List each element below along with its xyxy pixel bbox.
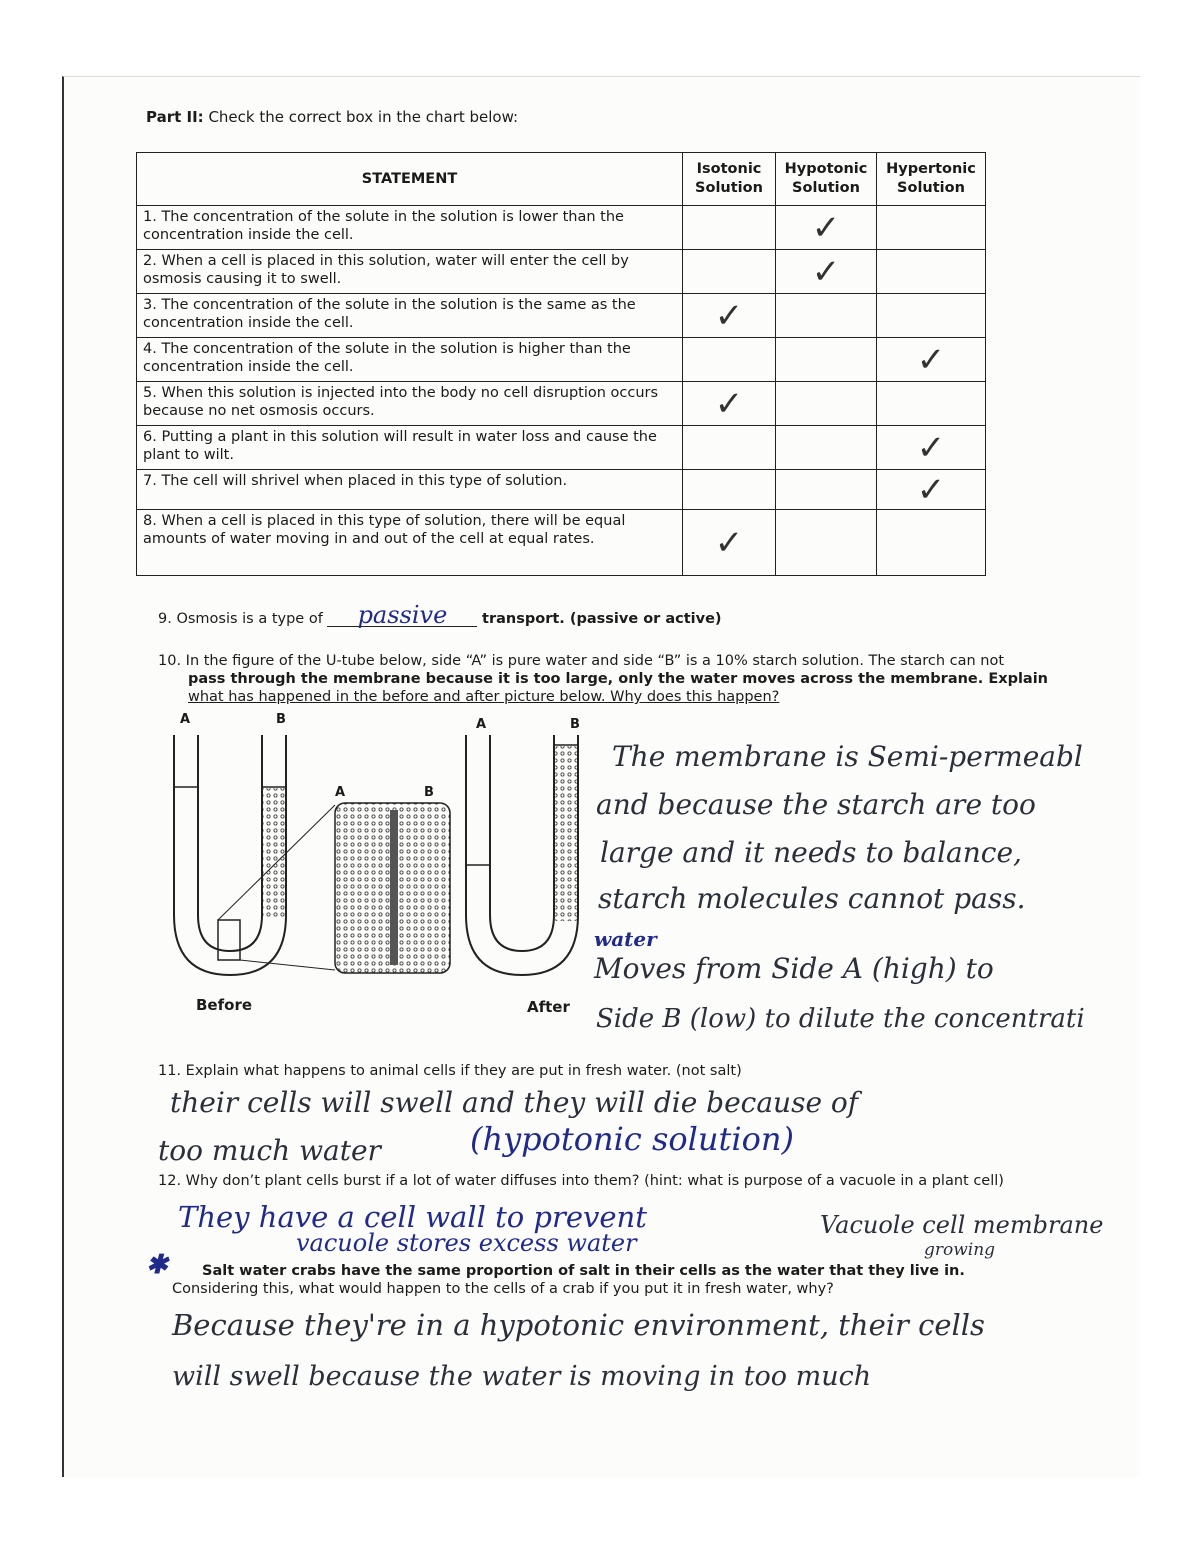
q9-answer-field[interactable]: passive: [327, 604, 477, 627]
statement-cell: 3. The concentration of the solute in the solution is the same as the concentration inside the cell.: [137, 294, 683, 338]
hypotonic-header: Hypotonic Solution: [776, 153, 877, 206]
hypertonic-checkbox-cell[interactable]: [877, 470, 986, 510]
isotonic-checkbox-cell[interactable]: [683, 250, 776, 294]
hypotonic-checkbox-cell[interactable]: [776, 426, 877, 470]
q13-line-2: Considering this, what would happen to the cells of a crab if you put it in fresh water, why?: [172, 1281, 834, 1297]
question-12: 12. Why don’t plant cells burst if a lot of water diffuses into them? (hint: what is purpose of a vacuole in a plant cell): [158, 1173, 1004, 1189]
q10-answer-line-2: and because the starch are too: [596, 788, 1036, 821]
q13-answer-line-1: Because they're in a hypotonic environment, their cells: [172, 1308, 985, 1342]
q13-line-1: Salt water crabs have the same proportion of salt in their cells as the water that they live in.: [202, 1263, 965, 1279]
q9-prefix: 9. Osmosis is a type of: [158, 611, 323, 627]
q11-answer-line-3: (hypotonic solution): [470, 1120, 794, 1158]
membrane-magnified-view: [218, 803, 450, 973]
statement-cell: 1. The concentration of the solute in the solution is lower than the concentration inside the cell.: [137, 206, 683, 250]
statement-cell: 2. When a cell is placed in this solution, water will enter the cell by osmosis causing it to swell.: [137, 250, 683, 294]
after-u-tube: [466, 735, 578, 975]
hypertonic-checkbox-cell[interactable]: [877, 510, 986, 576]
isotonic-checkbox-cell[interactable]: [683, 338, 776, 382]
before-caption: Before: [196, 996, 253, 1014]
q11-answer-line-1: their cells will swell and they will die because of: [170, 1086, 859, 1119]
check-mark-icon: ✓: [811, 207, 841, 248]
q12-answer-line-3: growing: [924, 1240, 996, 1260]
statement-cell: 4. The concentration of the solute in the solution is higher than the concentration inside the cell.: [137, 338, 683, 382]
chart-row: [137, 338, 986, 382]
hypertonic-checkbox-cell[interactable]: [877, 250, 986, 294]
part-two-instruction: [146, 108, 518, 126]
q9-suffix: transport. (passive or active): [482, 611, 722, 627]
star-mark-icon: ✱: [146, 1250, 168, 1280]
before-label-a: A: [180, 712, 191, 727]
chart-row: [137, 250, 986, 294]
chart-row: [137, 510, 986, 576]
isotonic-checkbox-cell[interactable]: [683, 206, 776, 250]
hypertonic-checkbox-cell[interactable]: [877, 382, 986, 426]
hypotonic-checkbox-cell[interactable]: [776, 470, 877, 510]
question-11: 11. Explain what happens to animal cells if they are put in fresh water. (not salt): [158, 1063, 742, 1079]
after-label-a: A: [476, 717, 487, 732]
isotonic-checkbox-cell[interactable]: [683, 426, 776, 470]
q10-answer-line-1: The membrane is Semi-permeabl: [612, 740, 1083, 773]
before-u-tube: [174, 735, 286, 975]
chart-row: [137, 470, 986, 510]
statement-header: STATEMENT: [137, 153, 683, 206]
chart-row: [137, 426, 986, 470]
question-13: [172, 1262, 1052, 1298]
hypotonic-checkbox-cell[interactable]: [776, 294, 877, 338]
isotonic-checkbox-cell[interactable]: [683, 470, 776, 510]
hypotonic-checkbox-cell[interactable]: [776, 510, 877, 576]
chart-row: [137, 206, 986, 250]
statement-cell: 7. The cell will shrivel when placed in this type of solution.: [137, 470, 683, 510]
hypertonic-checkbox-cell[interactable]: [877, 338, 986, 382]
check-mark-icon: ✓: [714, 295, 744, 336]
hypertonic-header: Hypertonic Solution: [877, 153, 986, 206]
hypotonic-checkbox-cell[interactable]: [776, 382, 877, 426]
hypotonic-checkbox-cell[interactable]: [776, 338, 877, 382]
hypotonic-checkbox-cell[interactable]: [776, 206, 877, 250]
q10-answer-line-3: large and it needs to balance,: [600, 836, 1022, 869]
q10-line-1: 10. In the figure of the U-tube below, side “A” is pure water and side “B” is a 10% starch solution. The starch can not: [158, 653, 1005, 669]
q10-answer-line-6: Moves from Side A (high) to: [594, 952, 994, 985]
hypertonic-checkbox-cell[interactable]: [877, 206, 986, 250]
chart-row: [137, 294, 986, 338]
question-10: [158, 652, 1058, 706]
check-mark-icon: ✓: [916, 339, 946, 380]
hypotonic-checkbox-cell[interactable]: [776, 250, 877, 294]
isotonic-header: Isotonic Solution: [683, 153, 776, 206]
isotonic-checkbox-cell[interactable]: [683, 382, 776, 426]
check-mark-icon: ✓: [714, 383, 744, 424]
isotonic-checkbox-cell[interactable]: [683, 510, 776, 576]
check-mark-icon: ✓: [916, 427, 946, 468]
before-label-b: B: [276, 712, 286, 727]
statement-cell: 8. When a cell is placed in this type of solution, there will be equal amounts of water moving in and out of the cell at equal rates.: [137, 510, 683, 576]
after-label-b: B: [570, 717, 580, 732]
check-mark-icon: ✓: [811, 251, 841, 292]
q10-line-2: pass through the membrane because it is too large, only the water moves across the membrane. Explain: [188, 671, 1049, 687]
q13-answer-line-2: will swell because the water is moving in too much: [172, 1361, 872, 1392]
check-mark-icon: ✓: [714, 522, 744, 563]
question-9: [158, 601, 722, 629]
q12-answer-line-1: They have a cell wall to prevent: [178, 1200, 647, 1234]
instruction-text: Check the correct box in the chart below:: [208, 108, 519, 126]
chart-header-row: [137, 153, 986, 206]
hypertonic-checkbox-cell[interactable]: [877, 426, 986, 470]
magnified-label-a: A: [335, 785, 346, 800]
q12-answer-line-2: Vacuole cell membrane: [820, 1211, 1104, 1239]
q10-answer-line-4: starch molecules cannot pass.: [598, 882, 1026, 915]
hypertonic-checkbox-cell[interactable]: [877, 294, 986, 338]
statement-cell: 5. When this solution is injected into the body no cell disruption occurs because no net osmosis occurs.: [137, 382, 683, 426]
statement-cell: 6. Putting a plant in this solution will result in water loss and cause the plant to wilt.: [137, 426, 683, 470]
solution-chart: [136, 152, 986, 576]
u-tube-figure: [160, 715, 580, 1025]
q12-answer-line-4: vacuole stores excess water: [296, 1229, 637, 1257]
part-label: Part II:: [146, 108, 204, 126]
isotonic-checkbox-cell[interactable]: [683, 294, 776, 338]
q10-answer-line-5: water: [594, 927, 657, 951]
check-mark-icon: ✓: [916, 469, 946, 510]
q10-answer-line-7: Side B (low) to dilute the concentrati: [596, 1004, 1085, 1034]
q11-answer-line-2: too much water: [158, 1134, 381, 1167]
magnified-label-b: B: [424, 785, 434, 800]
chart-row: [137, 382, 986, 426]
q10-line-3: what has happened in the before and after picture below. Why does this happen?: [188, 689, 780, 705]
after-caption: After: [527, 998, 570, 1016]
